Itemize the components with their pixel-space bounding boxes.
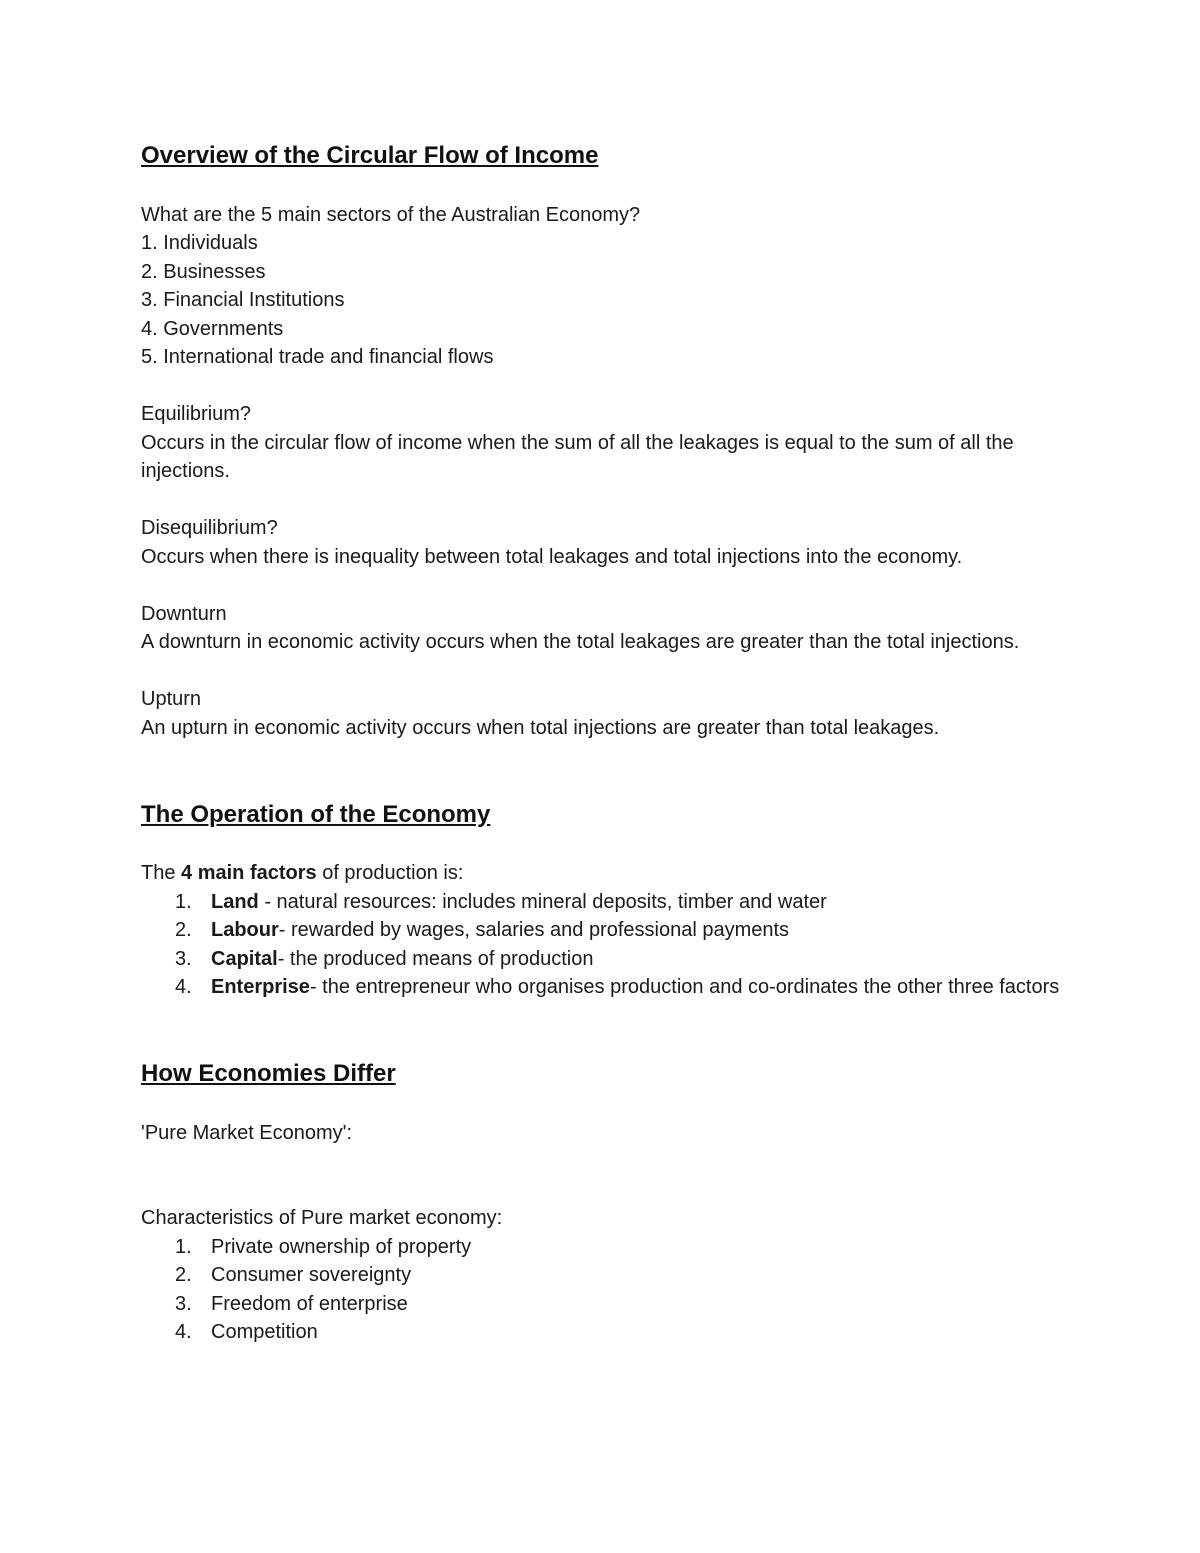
factor-term: Capital <box>211 947 278 970</box>
downturn-label: Downturn <box>141 602 227 625</box>
characteristic-text: Freedom of enterprise <box>211 1292 408 1315</box>
list-number: 2. <box>175 1264 192 1286</box>
upturn-label: Upturn <box>141 688 202 710</box>
sector-item: 3. Financial Institutions <box>141 289 345 311</box>
factors-intro <box>141 859 1071 888</box>
upturn-text: An upturn in economic activity occurs when total injections are greater than total leakages. <box>141 716 940 739</box>
heading-economies-differ: How Economies Differ <box>141 1060 396 1087</box>
characteristic-text: Consumer sovereignty <box>211 1264 412 1286</box>
list-number: 3. <box>175 947 192 970</box>
sector-item: 4. Governments <box>141 317 284 340</box>
heading-operation-economy: The Operation of the Economy <box>141 800 491 828</box>
list-number: 1. <box>175 1235 192 1258</box>
factor-desc: - the produced means of production <box>277 947 594 970</box>
sector-item: 5. International trade and financial flows <box>141 346 494 368</box>
characteristics-list <box>141 1233 1071 1347</box>
equilibrium-text: Occurs in the circular flow of income when the sum of all the leakages is equal to the sum of all the injections. <box>141 431 1014 482</box>
spacer <box>141 1090 1071 1119</box>
factor-term: Labour <box>211 919 279 941</box>
factor-desc: - natural resources: includes mineral deposits, timber and water <box>258 890 827 913</box>
spacer <box>141 742 1071 771</box>
pure-market-label: 'Pure Market Economy': <box>141 1121 353 1144</box>
characteristics-label: Characteristics of Pure market economy: <box>141 1207 503 1229</box>
spacer <box>141 1030 1071 1058</box>
factors-intro-post: of production is: <box>316 862 464 884</box>
characteristic-item <box>141 1318 1071 1347</box>
characteristic-item <box>141 1290 1071 1319</box>
characteristic-text: Private ownership of property <box>211 1235 472 1258</box>
spacer <box>141 1147 1071 1176</box>
spacer <box>141 372 1071 401</box>
factor-item <box>141 888 1071 917</box>
spacer <box>141 771 1071 799</box>
sector-item: 1. Individuals <box>141 232 258 254</box>
spacer <box>141 831 1071 860</box>
document-page <box>141 140 1071 1347</box>
spacer <box>141 172 1071 201</box>
spacer <box>141 657 1071 686</box>
equilibrium-label: Equilibrium? <box>141 403 252 425</box>
disequilibrium-label: Disequilibrium? <box>141 517 278 539</box>
sector-item: 2. Businesses <box>141 260 266 283</box>
factor-term: Land <box>211 890 259 913</box>
factor-item <box>141 973 1071 1002</box>
list-number: 4. <box>175 976 192 998</box>
characteristic-text: Competition <box>211 1321 318 1343</box>
factor-term: Enterprise <box>211 976 310 998</box>
spacer <box>141 1176 1071 1205</box>
factors-intro-pre: The <box>141 862 182 884</box>
factor-item <box>141 916 1071 945</box>
factors-list <box>141 888 1071 1002</box>
list-number: 1. <box>175 890 192 913</box>
factor-item <box>141 945 1071 974</box>
characteristic-item <box>141 1261 1071 1290</box>
list-number: 4. <box>175 1321 192 1343</box>
characteristic-item <box>141 1233 1071 1262</box>
heading-circular-flow: Overview of the Circular Flow of Income <box>141 142 599 169</box>
factor-desc: - rewarded by wages, salaries and professional payments <box>278 919 790 941</box>
factor-desc: - the entrepreneur who organises production and co-ordinates the other three factors <box>309 976 1060 998</box>
list-number: 2. <box>175 919 192 941</box>
list-number: 3. <box>175 1292 192 1315</box>
sectors-question: What are the 5 main sectors of the Australian Economy? <box>141 203 641 226</box>
spacer <box>141 1002 1071 1031</box>
spacer <box>141 571 1071 600</box>
spacer <box>141 486 1071 515</box>
downturn-text: A downturn in economic activity occurs when the total leakages are greater than the total injections. <box>141 631 1020 653</box>
disequilibrium-text: Occurs when there is inequality between total leakages and total injections into the economy. <box>141 545 963 568</box>
factors-intro-bold: 4 main factors <box>181 862 317 884</box>
